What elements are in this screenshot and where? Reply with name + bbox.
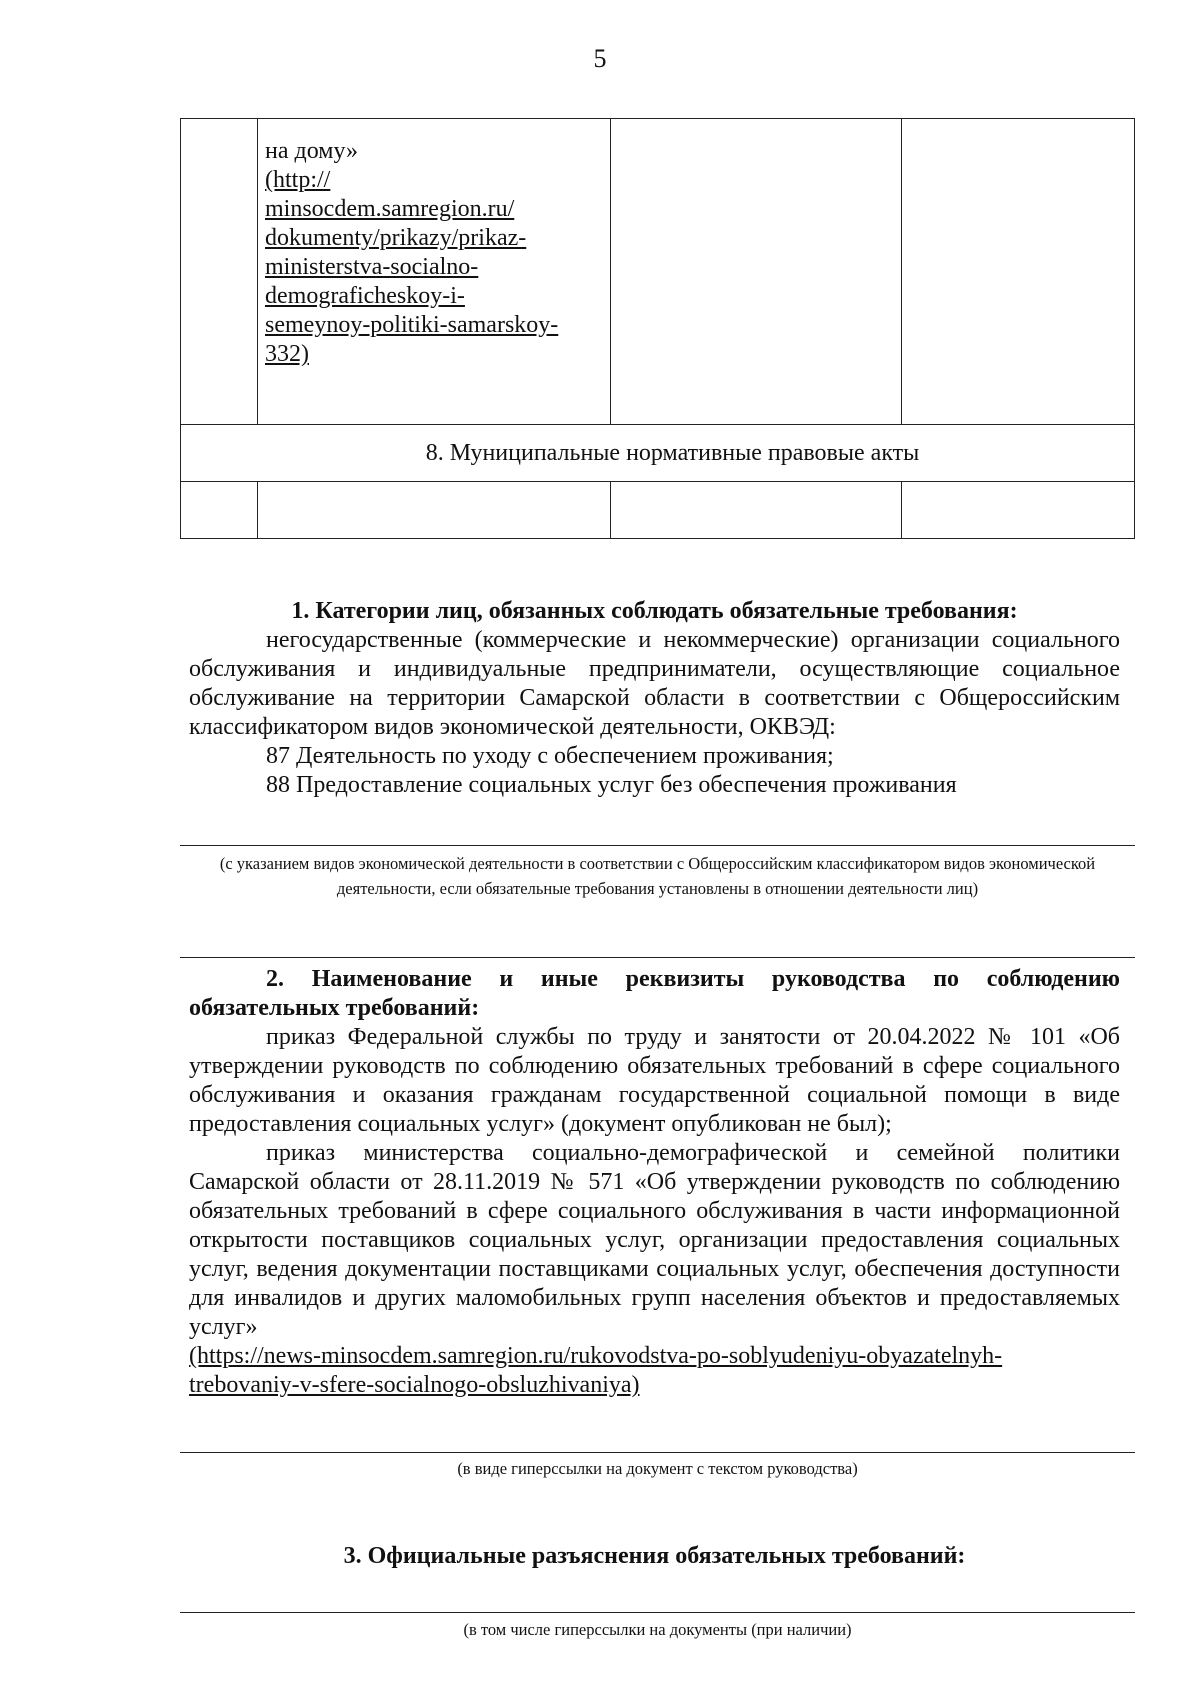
section-1-caption: (с указанием видов экономической деятельности в соответствии с Общероссийским классификатором видов экономической деятельности, если обязательные требования установлены в отношении деятельности лиц) [219, 854, 1096, 898]
okved-code-item: 88 Предоставление социальных услуг без обеспечения проживания [266, 772, 957, 798]
table-row [181, 119, 1135, 425]
link-line: minsocdem.samregion.ru/ [265, 196, 515, 222]
table-cell-empty [902, 119, 1135, 425]
act-name-text: на дому» [265, 138, 359, 164]
link-line: dokumenty/prikazy/prikaz- [265, 225, 527, 251]
legal-acts-table [180, 118, 1135, 539]
link-line: (https://news-minsocdem.samregion.ru/rukovodstva-po-soblyudeniyu-obyazatelnyh- [189, 1343, 1003, 1369]
table-cell-empty [611, 119, 902, 425]
table-cell-act-name [258, 119, 611, 425]
guidance-hyperlink[interactable] [189, 1342, 1120, 1400]
table-cell-empty [611, 482, 902, 539]
section-2-paragraph-1: приказ Федеральной службы по труду и занятости от 20.04.2022 № 101 «Об утверждении руководств по соблюдению обязательных требований в сфере социального обслуживания и оказания гражданам государственной социальной помощи в виде предоставления социальных услуг» (документ опубликован не был); [189, 1024, 1120, 1137]
section-3 [189, 1542, 1120, 1571]
section-row-title: 8. Муниципальные нормативные правовые акты [181, 425, 1135, 482]
table-cell-empty [902, 482, 1135, 539]
section-1-heading: 1. Категории лиц, обязанных соблюдать обязательные требования: [291, 598, 1018, 624]
divider-line [180, 957, 1135, 958]
section-2-heading: 2. Наименование и иные реквизиты руководства по соблюдению обязательных требований: [189, 966, 1120, 1021]
link-line: ministerstva-socialno- [265, 254, 479, 280]
table-cell-number [181, 119, 258, 425]
section-1 [189, 597, 1120, 800]
act-hyperlink[interactable] [265, 166, 604, 369]
table-cell-empty [258, 482, 611, 539]
page-number: 5 [593, 44, 607, 73]
okved-code-item: 87 Деятельность по уходу с обеспечением проживания; [266, 743, 834, 769]
link-line: semeynoy-politiki-samarskoy- [265, 312, 559, 338]
section-2-paragraph-2: приказ министерства социально-демографической и семейной политики Самарской области от 28.11.2019 № 571 «Об утверждении руководств по соблюдению обязательных требований в сфере социального обслуживания в части информационной открытости поставщиков социальных услуг, организации предоставления социальных услуг, ведения документации поставщиками социальных услуг, обеспечения доступности для инвалидов и других маломобильных групп населения объектов и предоставляемых услуг» [189, 1140, 1120, 1340]
section-2 [189, 965, 1120, 1400]
section-2-caption: (в виде гиперссылки на документ с текстом руководства) [457, 1459, 858, 1478]
divider-line [180, 845, 1135, 846]
divider-line [180, 1612, 1135, 1613]
link-line: demograficheskoy-i- [265, 283, 465, 309]
link-line: trebovaniy-v-sfere-socialnogo-obsluzhivaniya) [189, 1372, 640, 1398]
table-row [181, 482, 1135, 539]
section-3-caption: (в том числе гиперссылки на документы (при наличии) [463, 1620, 852, 1639]
link-line: 332) [265, 341, 309, 367]
link-line: (http:// [265, 167, 331, 193]
section-1-paragraph: негосударственные (коммерческие и некоммерческие) организации социального обслуживания и индивидуальные предприниматели, осуществляющие социальное обслуживание на территории Самарской области в соответствии с Общероссийским классификатором видов экономической деятельности, ОКВЭД: [189, 627, 1120, 740]
divider-line [180, 1452, 1135, 1453]
table-section-row [181, 425, 1135, 482]
table-cell-empty [181, 482, 258, 539]
section-3-heading: 3. Официальные разъяснения обязательных требований: [343, 1543, 966, 1569]
